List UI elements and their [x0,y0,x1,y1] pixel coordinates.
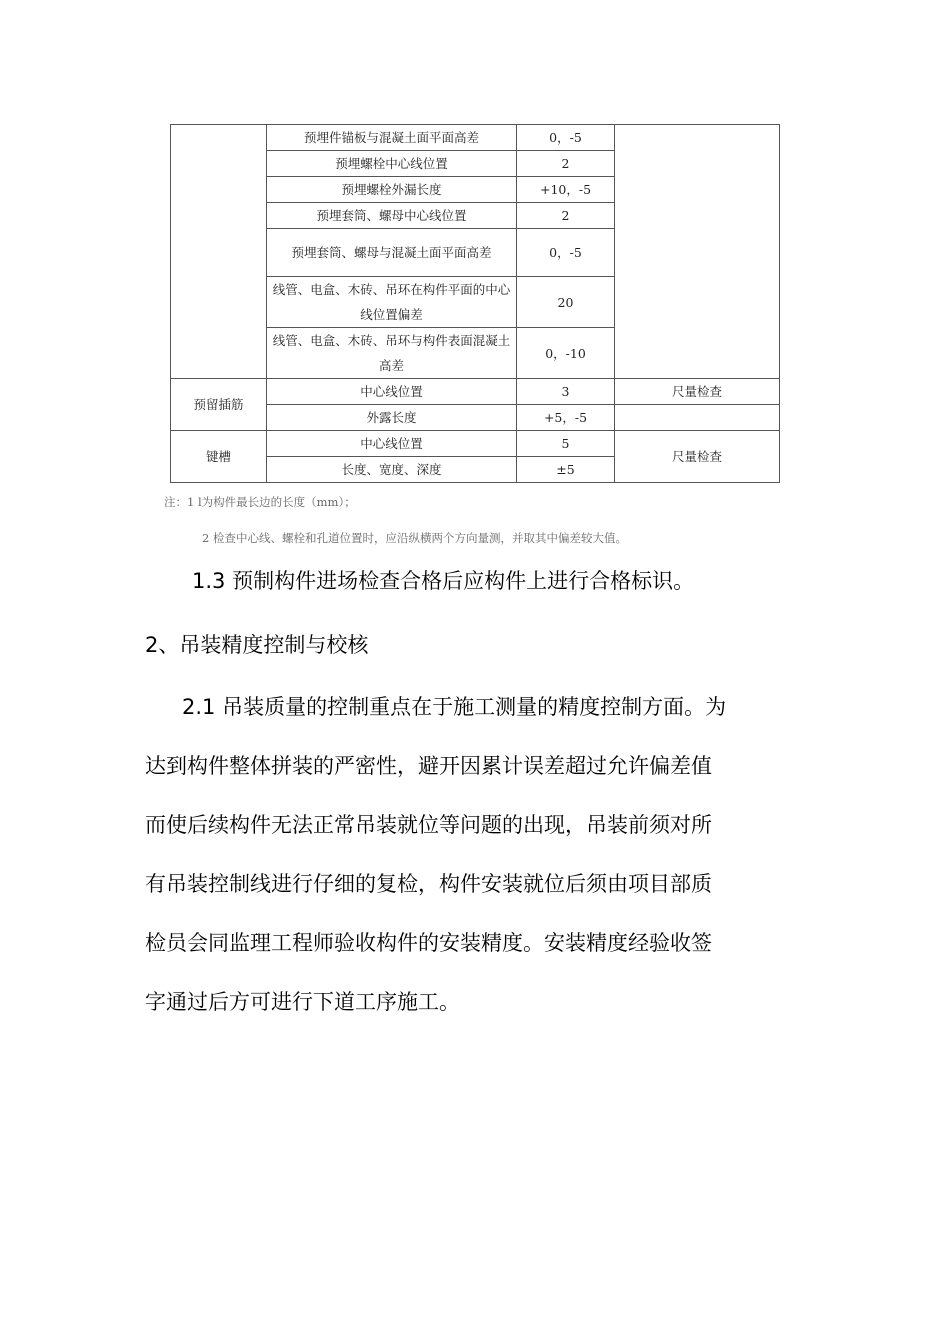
value-cell: +5，-5 [517,405,615,431]
item-cell: 预埋套筒、螺母中心线位置 [267,203,517,229]
section-heading-2: 2、吊装精度控制与校核 [145,633,369,657]
paragraph-line: 有吊装控制线进行仔细的复检，构件安装就位后须由项目部质 [145,872,712,896]
group-cell-empty [171,125,267,379]
table-row [171,379,780,405]
value-cell: 0，-5 [517,229,615,277]
paragraph-line: 而使后续构件无法正常吊装就位等问题的出现，吊装前须对所 [145,813,712,837]
item-cell: 中心线位置 [267,431,517,457]
item-cell: 预埋螺栓外漏长度 [267,177,517,203]
method-cell: 尺量检查 [615,431,780,483]
table-note-2: 2 检查中心线、螺栓和孔道位置时，应沿纵横两个方向量测，并取其中偏差较大值。 [202,531,627,545]
table-row [171,431,780,457]
paragraph-line: 达到构件整体拼装的严密性，避开因累计误差超过允许偏差值 [145,754,712,778]
value-cell: 3 [517,379,615,405]
value-cell: 0，-10 [517,328,615,379]
method-cell-empty [615,125,780,379]
item-cell: 线管、电盒、木砖、吊环与构件表面混凝土高差 [267,328,517,379]
paragraph-line: 字通过后方可进行下道工序施工。 [145,990,460,1014]
value-cell: 5 [517,431,615,457]
table-row [171,125,780,151]
method-cell-empty [615,405,780,431]
value-cell: 20 [517,277,615,328]
item-cell: 预埋套筒、螺母与混凝土面平面高差 [267,229,517,277]
method-cell: 尺量检查 [615,379,780,405]
value-cell: 0，-5 [517,125,615,151]
item-cell: 外露长度 [267,405,517,431]
paragraph-line: 2.1 吊装质量的控制重点在于施工测量的精度控制方面。为 [182,695,727,719]
item-cell: 中心线位置 [267,379,517,405]
paragraph-line: 检员会同监理工程师验收构件的安装精度。安装精度经验收签 [145,931,712,955]
item-cell: 预埋件锚板与混凝土面平面高差 [267,125,517,151]
item-cell: 预埋螺栓中心线位置 [267,151,517,177]
value-cell: +10，-5 [517,177,615,203]
table-note-1: 注：1 l为构件最长边的长度（mm）； [164,495,356,509]
group-cell: 预留插筋 [171,379,267,431]
item-cell: 长度、宽度、深度 [267,457,517,483]
group-cell: 键槽 [171,431,267,483]
paragraph-2-1 [145,678,815,1032]
value-cell: ±5 [517,457,615,483]
item-cell: 线管、电盒、木砖、吊环在构件平面的中心线位置偏差 [267,277,517,328]
paragraph-1-3: 1.3 预制构件进场检查合格后应构件上进行合格标识。 [192,569,695,593]
value-cell: 2 [517,151,615,177]
value-cell: 2 [517,203,615,229]
tolerance-table [170,124,780,483]
